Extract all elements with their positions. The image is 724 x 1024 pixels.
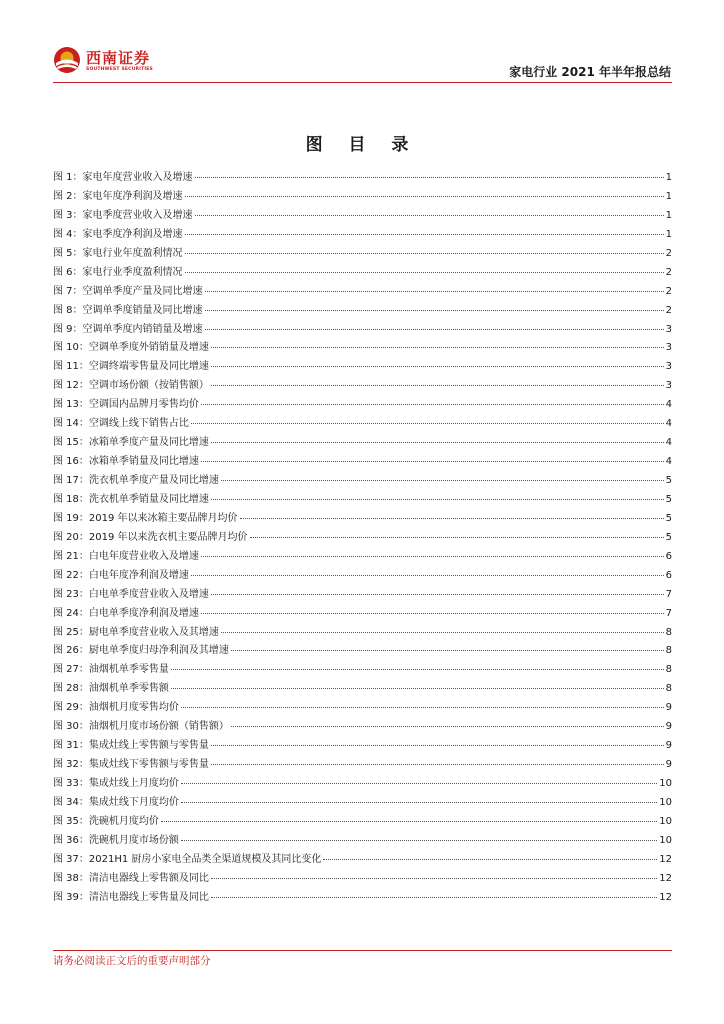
toc-entry[interactable] (53, 453, 672, 472)
toc-dot-leader (231, 649, 664, 651)
toc-entry-label: 图 1：家电年度营业收入及增速 (53, 172, 193, 183)
toc-entry-label: 图 28：油烟机单季零售额 (53, 683, 169, 695)
toc-entry-label: 图 37：2021H1 厨房小家电全品类全渠道规模及其同比变化 (53, 853, 322, 865)
toc-entry[interactable] (53, 358, 672, 377)
footer-notice: 请务必阅读正文后的重要声明部分 (53, 955, 211, 967)
toc-dot-leader (221, 631, 664, 633)
toc-dot-leader (211, 744, 664, 746)
toc-dot-leader (211, 384, 664, 386)
toc-dot-leader (201, 403, 664, 405)
toc-entry[interactable] (53, 283, 672, 302)
toc-entry-page-number: 4 (665, 399, 672, 411)
toc-entry-page-number: 2 (665, 247, 672, 259)
toc-entry-label: 图 13：空调国内品牌月零售均价 (53, 399, 199, 411)
toc-entry[interactable] (53, 207, 672, 226)
toc-entry-label: 图 5：家电行业年度盈利情况 (53, 247, 183, 259)
toc-dot-leader (181, 782, 657, 784)
toc-entry[interactable] (53, 605, 672, 624)
toc-entry-page-number: 5 (665, 512, 672, 524)
toc-entry[interactable] (53, 642, 672, 661)
toc-entry[interactable] (53, 548, 672, 567)
toc-entry-page-number: 1 (665, 172, 672, 183)
toc-entry-page-number: 8 (665, 664, 672, 676)
toc-entry[interactable] (53, 245, 672, 264)
toc-entry-page-number: 10 (659, 834, 672, 846)
toc-entry-page-number: 3 (665, 323, 672, 335)
toc-entry-label: 图 19：2019 年以来冰箱主要品牌月均价 (53, 512, 238, 524)
toc-entry-page-number: 6 (665, 550, 672, 562)
toc-entry-label: 图 23：白电单季度营业收入及增速 (53, 588, 209, 600)
toc-dot-leader (181, 839, 657, 841)
toc-dot-leader (323, 858, 657, 860)
toc-dot-leader (205, 290, 664, 292)
toc-dot-leader (211, 498, 664, 500)
toc-entry[interactable] (53, 870, 672, 889)
toc-entry-label: 图 35：洗碗机月度均价 (53, 815, 159, 827)
toc-entry-page-number: 12 (659, 891, 672, 903)
toc-entry[interactable] (53, 226, 672, 245)
toc-dot-leader (185, 195, 664, 197)
toc-entry-page-number: 5 (665, 493, 672, 505)
toc-entry-page-number: 10 (659, 796, 672, 808)
toc-entry-label: 图 22：白电年度净利润及增速 (53, 569, 189, 581)
toc-entry[interactable] (53, 415, 672, 434)
toc-entry-page-number: 8 (665, 626, 672, 638)
toc-entry[interactable] (53, 510, 672, 529)
toc-dot-leader (221, 479, 664, 481)
figure-index-list (53, 169, 672, 908)
toc-dot-leader (185, 233, 664, 235)
toc-entry-page-number: 9 (665, 721, 672, 733)
toc-entry[interactable] (53, 529, 672, 548)
toc-entry[interactable] (53, 699, 672, 718)
toc-entry-page-number: 12 (659, 853, 672, 865)
toc-entry-page-number: 5 (665, 531, 672, 543)
header-divider (53, 82, 672, 83)
toc-entry-label: 图 8：空调单季度销量及同比增速 (53, 304, 203, 316)
toc-entry-page-number: 8 (665, 683, 672, 695)
toc-entry[interactable] (53, 586, 672, 605)
toc-entry[interactable] (53, 794, 672, 813)
toc-entry[interactable] (53, 889, 672, 908)
toc-entry-label: 图 16：冰箱单季销量及同比增速 (53, 456, 199, 468)
toc-entry-page-number: 2 (665, 285, 672, 297)
toc-entry[interactable] (53, 775, 672, 794)
toc-entry[interactable] (53, 567, 672, 586)
toc-entry-page-number: 5 (665, 475, 672, 486)
toc-entry-page-number: 8 (665, 645, 672, 657)
logo-emblem-icon (53, 46, 81, 74)
toc-dot-leader (211, 593, 664, 595)
toc-dot-leader (231, 725, 664, 727)
toc-entry-page-number: 1 (665, 228, 672, 240)
toc-dot-leader (211, 365, 664, 367)
toc-entry-label: 图 30：油烟机月度市场份额（销售额） (53, 721, 229, 733)
toc-entry-page-number: 6 (665, 569, 672, 581)
toc-entry-label: 图 34：集成灶线下月度均价 (53, 796, 179, 808)
toc-entry[interactable] (53, 718, 672, 737)
toc-entry[interactable] (53, 339, 672, 358)
toc-dot-leader (205, 328, 664, 330)
toc-entry-label: 图 14：空调线上线下销售占比 (53, 418, 189, 430)
toc-entry-label: 图 33：集成灶线上月度均价 (53, 778, 179, 789)
toc-dot-leader (185, 271, 664, 273)
toc-entry-label: 图 39：清洁电器线上零售量及同比 (53, 891, 209, 903)
toc-entry[interactable] (53, 396, 672, 415)
toc-entry-page-number: 2 (665, 266, 672, 278)
toc-entry-page-number: 12 (659, 872, 672, 884)
toc-entry-page-number: 10 (659, 778, 672, 789)
toc-dot-leader (211, 896, 657, 898)
toc-entry-page-number: 10 (659, 815, 672, 827)
toc-entry-page-number: 1 (665, 209, 672, 221)
toc-entry-label: 图 20：2019 年以来洗衣机主要品牌月均价 (53, 531, 248, 543)
toc-entry-label: 图 31：集成灶线上零售额与零售量 (53, 740, 209, 752)
toc-entry[interactable] (53, 377, 672, 396)
toc-entry[interactable] (53, 264, 672, 283)
toc-dot-leader (211, 763, 664, 765)
toc-dot-leader (171, 687, 664, 689)
toc-entry[interactable] (53, 851, 672, 870)
logo-chinese-name: 西南证券 (86, 49, 151, 67)
toc-dot-leader (195, 176, 664, 178)
toc-entry-label: 图 18：洗衣机单季销量及同比增速 (53, 493, 209, 505)
toc-dot-leader (195, 214, 664, 216)
toc-entry[interactable] (53, 813, 672, 832)
toc-entry-page-number: 9 (665, 759, 672, 771)
company-logo (53, 46, 163, 76)
toc-dot-leader (201, 555, 664, 557)
toc-entry-label: 图 36：洗碗机月度市场份额 (53, 834, 179, 846)
toc-entry-label: 图 9：空调单季度内销销量及增速 (53, 323, 203, 335)
toc-entry-page-number: 9 (665, 702, 672, 714)
toc-entry[interactable] (53, 169, 672, 188)
toc-entry-page-number: 2 (665, 304, 672, 316)
toc-dot-leader (181, 801, 657, 803)
toc-entry[interactable] (53, 680, 672, 699)
toc-entry[interactable] (53, 661, 672, 680)
toc-entry-page-number: 3 (665, 361, 672, 373)
toc-dot-leader (211, 441, 664, 443)
toc-entry[interactable] (53, 434, 672, 453)
page-title: 图 目 录 (305, 135, 419, 155)
toc-entry-label: 图 21：白电年度营业收入及增速 (53, 550, 199, 562)
toc-dot-leader (211, 877, 657, 879)
toc-entry-label: 图 15：冰箱单季度产量及同比增速 (53, 437, 209, 449)
toc-entry[interactable] (53, 472, 672, 491)
toc-dot-leader (191, 422, 664, 424)
toc-entry-page-number: 7 (665, 607, 672, 619)
toc-entry[interactable] (53, 737, 672, 756)
toc-entry-label: 图 6：家电行业季度盈利情况 (53, 266, 183, 278)
toc-entry-label: 图 4：家电季度净利润及增速 (53, 228, 183, 240)
toc-entry-label: 图 27：油烟机单季零售量 (53, 664, 169, 676)
toc-entry-label: 图 7：空调单季度产量及同比增速 (53, 285, 203, 297)
toc-entry[interactable] (53, 756, 672, 775)
toc-dot-leader (211, 346, 664, 348)
toc-dot-leader (240, 517, 664, 519)
report-title: 家电行业 2021 年半年报总结 (509, 65, 671, 79)
toc-entry-label: 图 32：集成灶线下零售额与零售量 (53, 759, 209, 771)
toc-entry-page-number: 3 (665, 342, 672, 354)
toc-dot-leader (171, 668, 664, 670)
toc-dot-leader (191, 574, 664, 576)
toc-dot-leader (201, 460, 664, 462)
toc-entry-label: 图 24：白电单季度净利润及增速 (53, 607, 199, 619)
toc-dot-leader (205, 309, 664, 311)
toc-entry-page-number: 3 (665, 380, 672, 392)
toc-entry[interactable] (53, 624, 672, 643)
toc-entry[interactable] (53, 321, 672, 340)
toc-entry[interactable] (53, 491, 672, 510)
toc-entry-label: 图 12：空调市场份额（按销售额） (53, 380, 209, 392)
toc-entry-label: 图 3：家电季度营业收入及增速 (53, 209, 193, 221)
page-header (0, 0, 724, 90)
toc-dot-leader (161, 820, 657, 822)
toc-entry-page-number: 1 (665, 190, 672, 202)
footer-divider (53, 950, 672, 951)
toc-entry-label: 图 11：空调终端零售量及同比增速 (53, 361, 209, 373)
toc-entry-label: 图 26：厨电单季度归母净利润及其增速 (53, 645, 229, 657)
toc-entry[interactable] (53, 832, 672, 851)
logo-english-name: SOUTHWEST SECURITIES (86, 67, 153, 72)
toc-entry[interactable] (53, 188, 672, 207)
toc-entry-page-number: 4 (665, 418, 672, 430)
toc-entry-page-number: 9 (665, 740, 672, 752)
toc-entry-page-number: 4 (665, 437, 672, 449)
toc-entry-page-number: 7 (665, 588, 672, 600)
toc-entry-label: 图 2：家电年度净利润及增速 (53, 190, 183, 202)
toc-dot-leader (250, 536, 664, 538)
toc-entry[interactable] (53, 302, 672, 321)
toc-entry-label: 图 17：洗衣机单季度产量及同比增速 (53, 475, 219, 486)
toc-entry-page-number: 4 (665, 456, 672, 468)
toc-dot-leader (181, 706, 664, 708)
toc-dot-leader (201, 612, 664, 614)
toc-entry-label: 图 38：清洁电器线上零售额及同比 (53, 872, 209, 884)
toc-entry-label: 图 25：厨电单季度营业收入及其增速 (53, 626, 219, 638)
toc-entry-label: 图 29：油烟机月度零售均价 (53, 702, 179, 714)
toc-dot-leader (185, 252, 664, 254)
toc-entry-label: 图 10：空调单季度外销销量及增速 (53, 342, 209, 354)
